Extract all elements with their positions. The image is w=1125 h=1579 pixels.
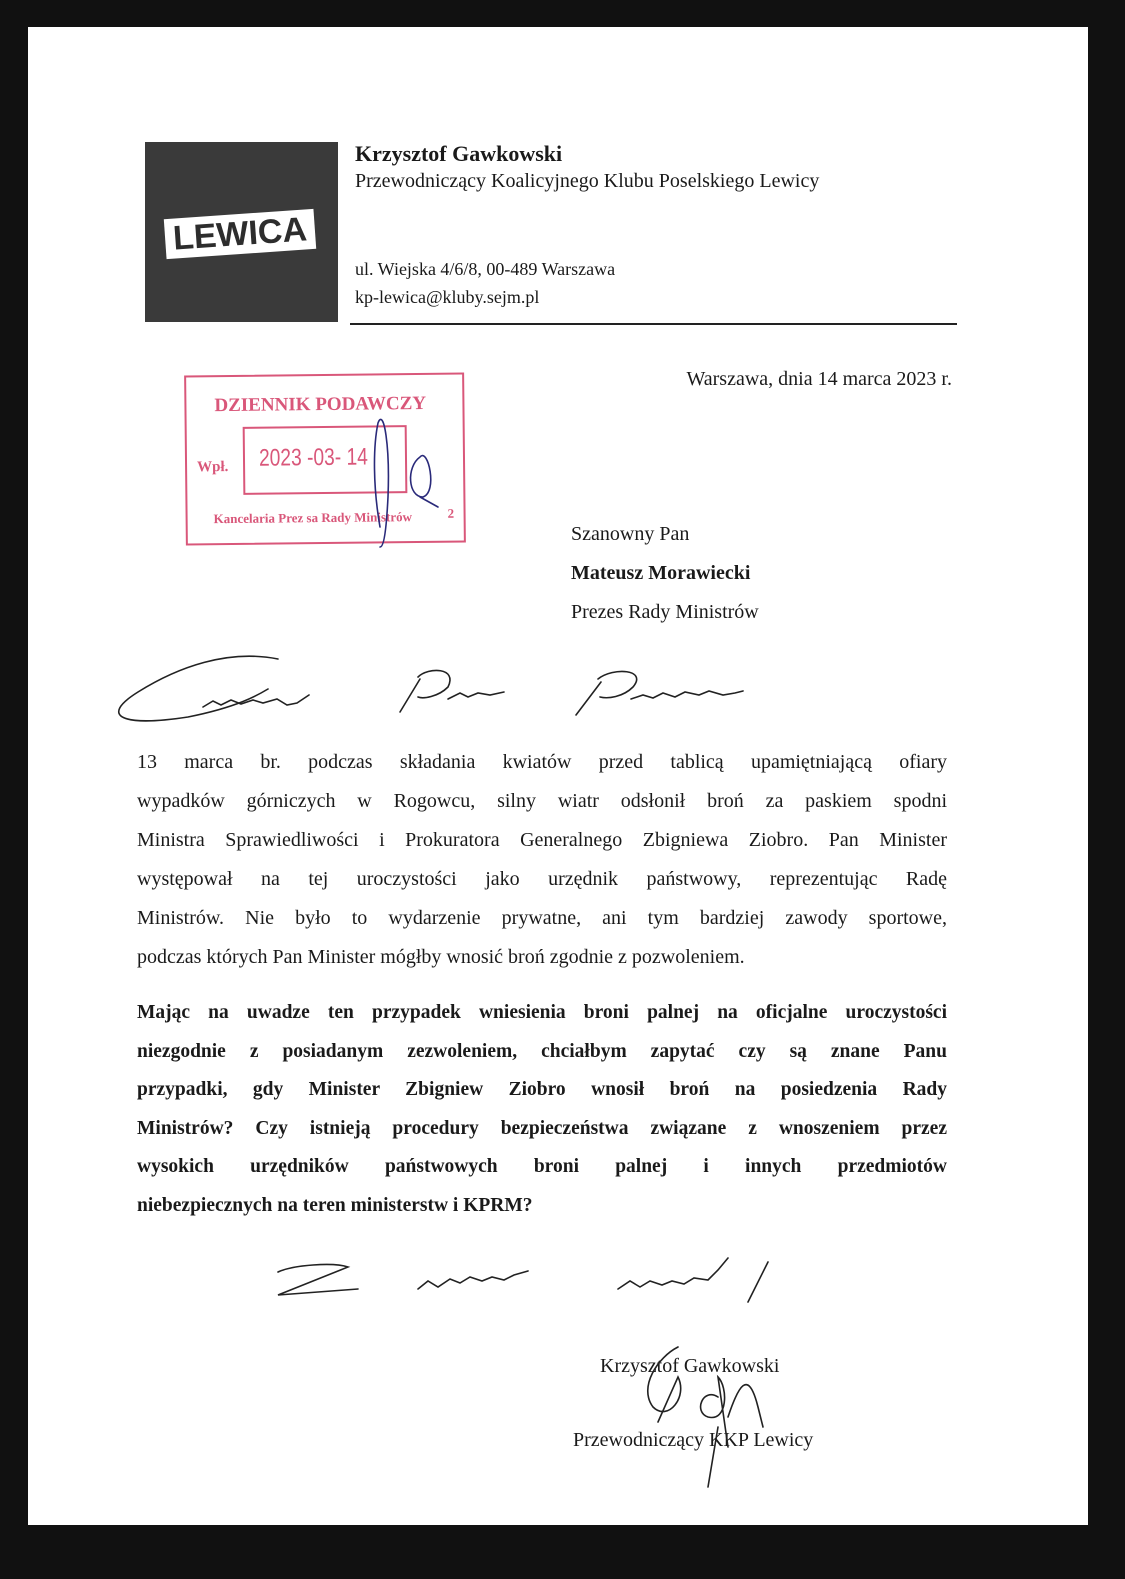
stamp-date-box [243, 425, 408, 495]
handwritten-closing [278, 1258, 768, 1302]
recipient-name: Mateusz Morawiecki [571, 562, 751, 584]
logo-text: LEWICA [164, 209, 316, 259]
stamp-number: 2 [447, 505, 455, 521]
stamp-label: Wpł. [196, 459, 229, 476]
body-line: wypadków górniczych w Rogowcu, silny wiatr odsłonił broń za paskiem spodni [137, 790, 947, 812]
sender-name: Krzysztof Gawkowski [355, 141, 563, 166]
body-line: Mając na uwadze ten przypadek wniesienia broni palnej na oficjalne uroczystości [137, 1002, 947, 1023]
body-paragraph-1 [137, 743, 947, 977]
sender-title: Przewodniczący Koalicyjnego Klubu Poselskiego Lewicy [355, 170, 820, 192]
header-divider [350, 323, 957, 325]
letter-page [28, 27, 1088, 1525]
body-paragraph-2 [137, 994, 947, 1226]
handwritten-salutation [119, 656, 743, 721]
stamp-date: 2023 -03- 14 [258, 443, 369, 472]
registry-stamp [184, 373, 466, 546]
body-line: Ministrów. Nie było to wydarzenie prywatne, ani tym bardziej zawody sportowe, [137, 907, 947, 929]
body-line: przypadki, gdy Minister Zbigniew Ziobro wnosił broń na posiedzenia Rady [137, 1079, 947, 1101]
lewica-logo [145, 142, 338, 322]
body-line: 13 marca br. podczas składania kwiatów przed tablicą upamiętniającą ofiary [137, 751, 947, 773]
body-line: niebezpiecznych na teren ministerstw i KPRM? [137, 1194, 533, 1216]
signature-position: Przewodniczący KKP Lewicy [573, 1429, 814, 1451]
body-line: występował na tej uroczystości jako urzędnik państwowy, reprezentując Radę [137, 868, 947, 890]
body-line: Ministra Sprawiedliwości i Prokuratora Generalnego Zbigniewa Ziobro. Pan Minister [137, 829, 947, 851]
stamp-title: DZIENNIK PODAWCZY [214, 392, 427, 417]
signature-name: Krzysztof Gawkowski [600, 1355, 780, 1377]
recipient-salutation: Szanowny Pan [571, 523, 690, 545]
date-line: Warszawa, dnia 14 marca 2023 r. [686, 368, 952, 390]
sender-email: kp-lewica@kluby.sejm.pl [355, 287, 540, 307]
body-line: niezgodnie z posiadanym zezwoleniem, chciałbym zapytać czy są znane Panu [137, 1040, 947, 1062]
recipient-position: Prezes Rady Ministrów [571, 601, 759, 623]
sender-address: ul. Wiejska 4/6/8, 00-489 Warszawa [355, 259, 616, 279]
body-line: Ministrów? Czy istnieją procedury bezpieczeństwa związane z wnoszeniem przez [137, 1117, 947, 1139]
body-line: podczas których Pan Minister mógłby wnosić broń zgodnie z pozwoleniem. [137, 946, 745, 968]
body-line: wysokich urzędników państwowych broni palnej i innych przedmiotów [137, 1156, 947, 1178]
stamp-office: Kancelaria Prez sa Rady Ministrów [213, 509, 413, 527]
